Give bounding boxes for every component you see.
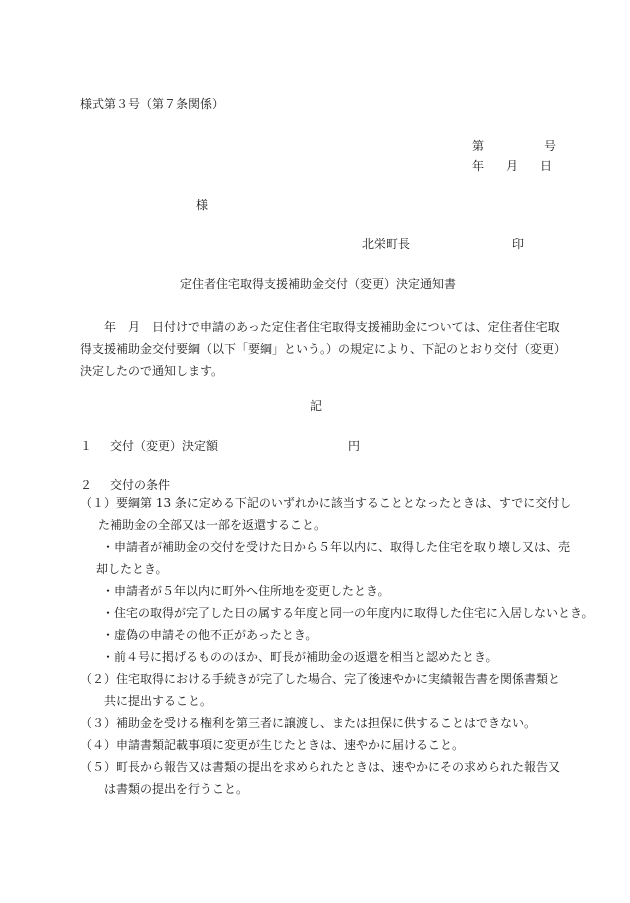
- conditions-list: [80, 492, 594, 800]
- condition-1-line-2: た補助金の全部又は一部を返還すること。: [98, 518, 327, 532]
- condition-5-line-1: （５）町長から報告又は書類の提出を求められたときは、速やかにその求められた報告又: [80, 760, 561, 774]
- bullet-2: ・申請者が５年以内に町外へ住所地を変更したとき。: [102, 584, 390, 598]
- addressee: 様: [196, 198, 209, 212]
- amount-label: 交付（変更）決定額: [110, 439, 219, 453]
- conditions-heading: [80, 477, 170, 493]
- issuer: [362, 236, 524, 252]
- document-date: [472, 158, 552, 174]
- issuer-seal: 印: [512, 237, 525, 251]
- date-year: 年: [472, 159, 485, 173]
- conditions-number: ２: [80, 478, 93, 492]
- bullet-1-line-2: 却したとき。: [96, 562, 168, 576]
- document-number: [472, 138, 556, 154]
- bullet-5: ・前４号に掲げるもののほか、町長が補助金の返還を相当と認めたとき。: [102, 650, 498, 664]
- condition-2-line-2: 共に提出すること。: [104, 694, 213, 708]
- condition-3: （３）補助金を受ける権利を第三者に譲渡し、または担保に供することはできない。: [80, 716, 537, 730]
- issuer-name: 北栄町長: [362, 237, 411, 251]
- document-number-prefix: 第: [472, 139, 485, 153]
- conditions-title: 交付の条件: [110, 478, 171, 492]
- amount-unit: 円: [348, 439, 361, 453]
- ki-heading: 記: [310, 399, 323, 413]
- condition-4: （４）申請書類記載事項に変更が生じたときは、速やかに届けること。: [80, 738, 465, 752]
- body-paragraph: [80, 316, 570, 382]
- bullet-4: ・虚偽の申請その他不正があったとき。: [102, 628, 318, 642]
- form-number: 様式第３号（第７条関係）: [80, 97, 225, 111]
- document-number-suffix: 号: [544, 139, 557, 153]
- bullet-1-line-1: ・申請者が補助金の交付を受けた日から５年以内に、取得した住宅を取り壊し又は、売: [102, 540, 571, 554]
- document-title: 定住者住宅取得支援補助金交付（変更）決定通知書: [180, 277, 457, 291]
- date-day: 日: [540, 159, 553, 173]
- condition-1-line-1: （１）要綱第 13 条に定める下記のいずれかに該当することとなったときは、すでに交付し: [80, 496, 572, 510]
- bullet-3: ・住宅の取得が完了した日の属する年度と同一の年度内に取得した住宅に入居しないとき。: [102, 606, 594, 620]
- body-line-3: 決定したので通知します。: [80, 364, 224, 378]
- body-line-1: 年 月 日付けで申請のあった定住者住宅取得支援補助金については、定住者住宅取: [104, 320, 560, 334]
- condition-2-line-1: （２）住宅取得における手続きが完了した場合、完了後速やかに実績報告書を関係書類と: [80, 672, 561, 686]
- amount-section: [80, 438, 360, 454]
- body-line-2: 得支援補助金交付要綱（以下「要綱」という。）の規定により、下記のとおり交付（変更）: [80, 342, 567, 356]
- amount-number: １: [80, 439, 93, 453]
- condition-5-line-2: は書類の提出を行うこと。: [104, 782, 249, 796]
- date-month: 月: [506, 159, 519, 173]
